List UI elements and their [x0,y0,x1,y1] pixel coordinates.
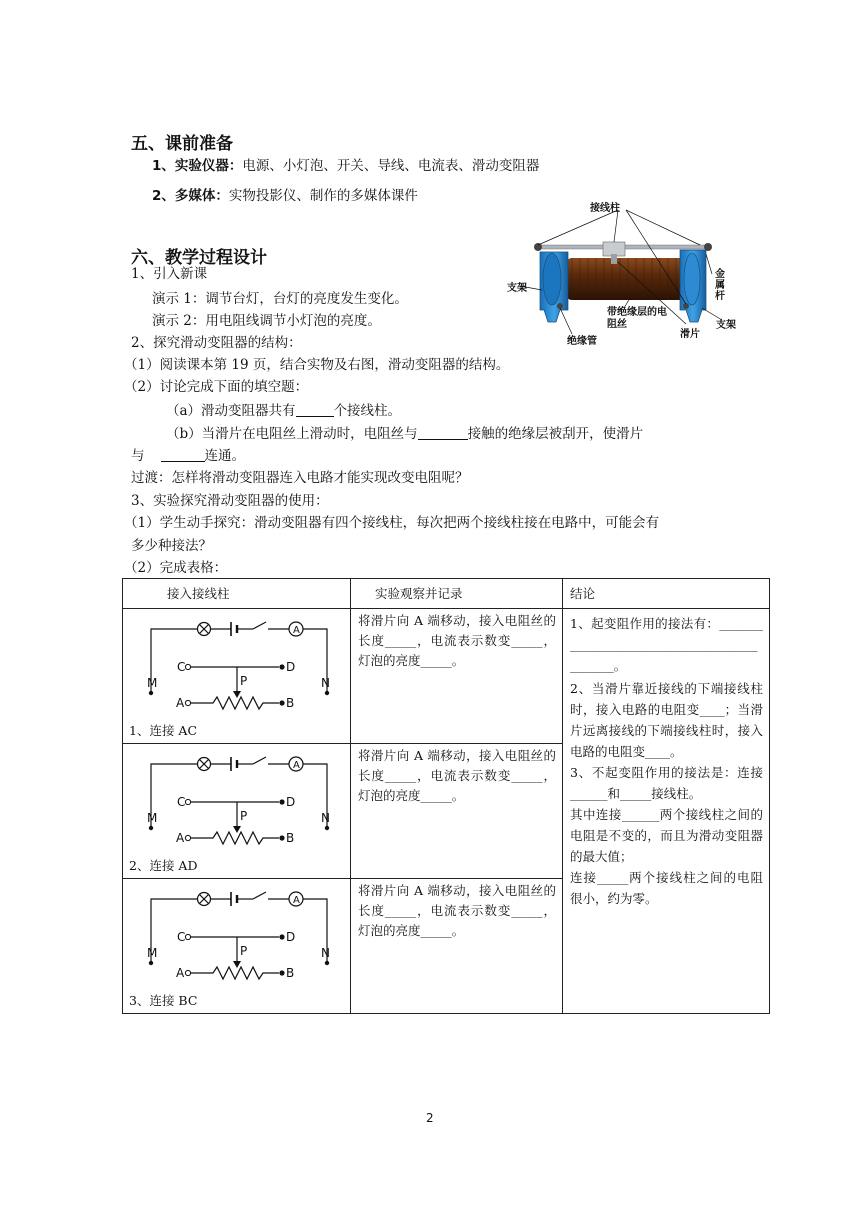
blank-b-line [418,425,468,440]
line-demo-2: 演示 2：用电阻线调节小灯泡的亮度。 [152,313,381,329]
header-observe: 实验观察并记录 [351,579,563,609]
terminal-n-label: N [321,811,330,825]
terminal-n-label: N [321,676,330,690]
slider-p-label: P [240,674,248,688]
conclusion-2: 2、当滑片靠近接线的下端接线柱时，接入电路的电阻变____；当滑片远离接线的下端接线柱时，接入电路的电阻变____。 [570,681,763,759]
figure-label-tube: 绝缘管 [567,336,597,347]
terminal-n-label: N [321,946,330,960]
circuit-diagram [129,619,343,719]
terminal-a-label: A [176,831,185,845]
section-6-title: 六、教学过程设计 [131,248,267,268]
terminal-c-label: C [177,660,186,674]
line-discuss: （2）讨论完成下面的填空题： [124,379,309,395]
table-header-row [123,579,770,609]
terminal-d-label: D [286,660,296,674]
line-structure: 2、探究滑动变阻器的结构： [131,335,302,351]
item-2-label: 2、多媒体： [152,188,229,204]
terminal-m-label: M [147,811,158,825]
blank-c-text: 与 [131,448,145,464]
blank-b-text-end: 接触的绝缘层被刮开，使滑片 [467,426,644,442]
section-5-item-1 [152,157,539,175]
ammeter-label: A [293,760,300,771]
terminal-d-label: D [286,795,296,809]
line-intro: 1、引入新课 [131,266,208,282]
section-5-title: 五、课前准备 [131,134,233,154]
conclusion-1: 1、起变阻作用的接法有：____________________________________________。 [570,616,763,673]
terminal-m-label: M [147,676,158,690]
section-5-item-2 [152,187,418,205]
line-hands-on-2: 多少种接法？ [131,538,212,554]
figure-label-terminal: 接线柱 [590,203,620,214]
page-number: 2 [426,1111,434,1125]
observe-cell [351,609,563,744]
blank-b-text: （b）当滑片在电阻丝上滑动时，电阻丝与 [166,426,418,442]
observe-cell [351,879,563,1014]
line-hands-on: （1）学生动手探究：滑动变阻器有四个接线柱，每次把两个接线柱接在电路中，可能会有 [124,515,660,531]
ammeter-label: A [293,895,300,906]
slider-p-label: P [240,944,248,958]
slider-p-label: P [240,809,248,823]
header-terminals: 接入接线柱 [123,579,351,609]
line-blank-b [166,425,643,443]
conclusion-3: 3、不起变阻作用的接法是：连接______和_____接线柱。 [570,765,763,801]
row-caption: 3、连接 BC [129,993,198,1008]
terminal-a-label: A [176,696,185,710]
figure-label-slider: 滑片 [680,329,700,340]
figure-label-stand-right: 支架 [716,320,736,331]
line-blank-c [131,447,245,465]
experiment-table [122,578,770,1014]
figure-label-stand-left: 支架 [507,283,527,294]
terminal-m-label: M [147,946,158,960]
blank-a-line [296,402,334,417]
conclusion-4: 其中连接______两个接线柱之间的电阻是不变的，而且为滑动变阻器的最大值； [570,807,763,864]
terminal-b-label: B [286,696,295,710]
line-transition: 过渡：怎样将滑动变阻器连入电路才能实现改变电阻呢？ [131,470,469,486]
circuit-cell [123,744,351,879]
line-complete-table: （2）完成表格： [124,560,228,576]
terminal-a-label: A [176,966,185,980]
terminal-c-label: C [177,930,186,944]
line-read: （1）阅读课本第 19 页，结合实物及右图，滑动变阻器的结构。 [124,357,510,373]
blank-c-line [161,447,205,462]
circuit-cell [123,609,351,744]
blank-a-text: （a）滑动变阻器共有 [166,403,296,419]
row-caption: 2、连接 AD [129,858,198,873]
item-2-text: 实物投影仪、制作的多媒体课件 [228,188,418,204]
line-experiment: 3、实验探究滑动变阻器的使用： [131,493,329,509]
terminal-b-label: B [286,831,295,845]
conclusion-cell [563,609,770,1014]
circuit-diagram [129,754,343,854]
blank-c-text-end: 连通。 [204,448,245,464]
table-row [123,609,770,744]
line-demo-1: 演示 1：调节台灯，台灯的亮度发生变化。 [152,291,408,307]
header-conclusion: 结论 [563,579,770,609]
observe-text: 将滑片向 A 端移动，接入电阻丝的长度_____，电流表示数变_____，灯泡的亮度_____。 [358,748,556,803]
figure-label-wire: 带绝缘层的电阻丝 [607,307,667,330]
ammeter-label: A [293,625,300,636]
observe-cell [351,744,563,879]
circuit-diagram [129,889,343,989]
blank-a-text-end: 个接线柱。 [333,403,402,419]
conclusion-text [563,609,769,909]
item-1-text: 电源、小灯泡、开关、导线、电流表、滑动变阻器 [242,158,540,174]
conclusion-5: 连接_____两个接线柱之间的电阻很小，约为零。 [570,870,763,906]
line-blank-a [166,402,401,420]
item-1-label: 1、实验仪器： [152,158,243,174]
terminal-d-label: D [286,930,296,944]
row-caption: 1、连接 AC [129,723,198,738]
observe-text: 将滑片向 A 端移动，接入电阻丝的长度_____，电流表示数变_____，灯泡的亮度_____。 [358,613,556,668]
terminal-b-label: B [286,966,295,980]
terminal-c-label: C [177,795,186,809]
circuit-cell [123,879,351,1014]
figure-label-metal-rod: 金属杆 [715,269,725,302]
observe-text: 将滑片向 A 端移动，接入电阻丝的长度_____，电流表示数变_____，灯泡的亮度_____。 [358,883,556,938]
